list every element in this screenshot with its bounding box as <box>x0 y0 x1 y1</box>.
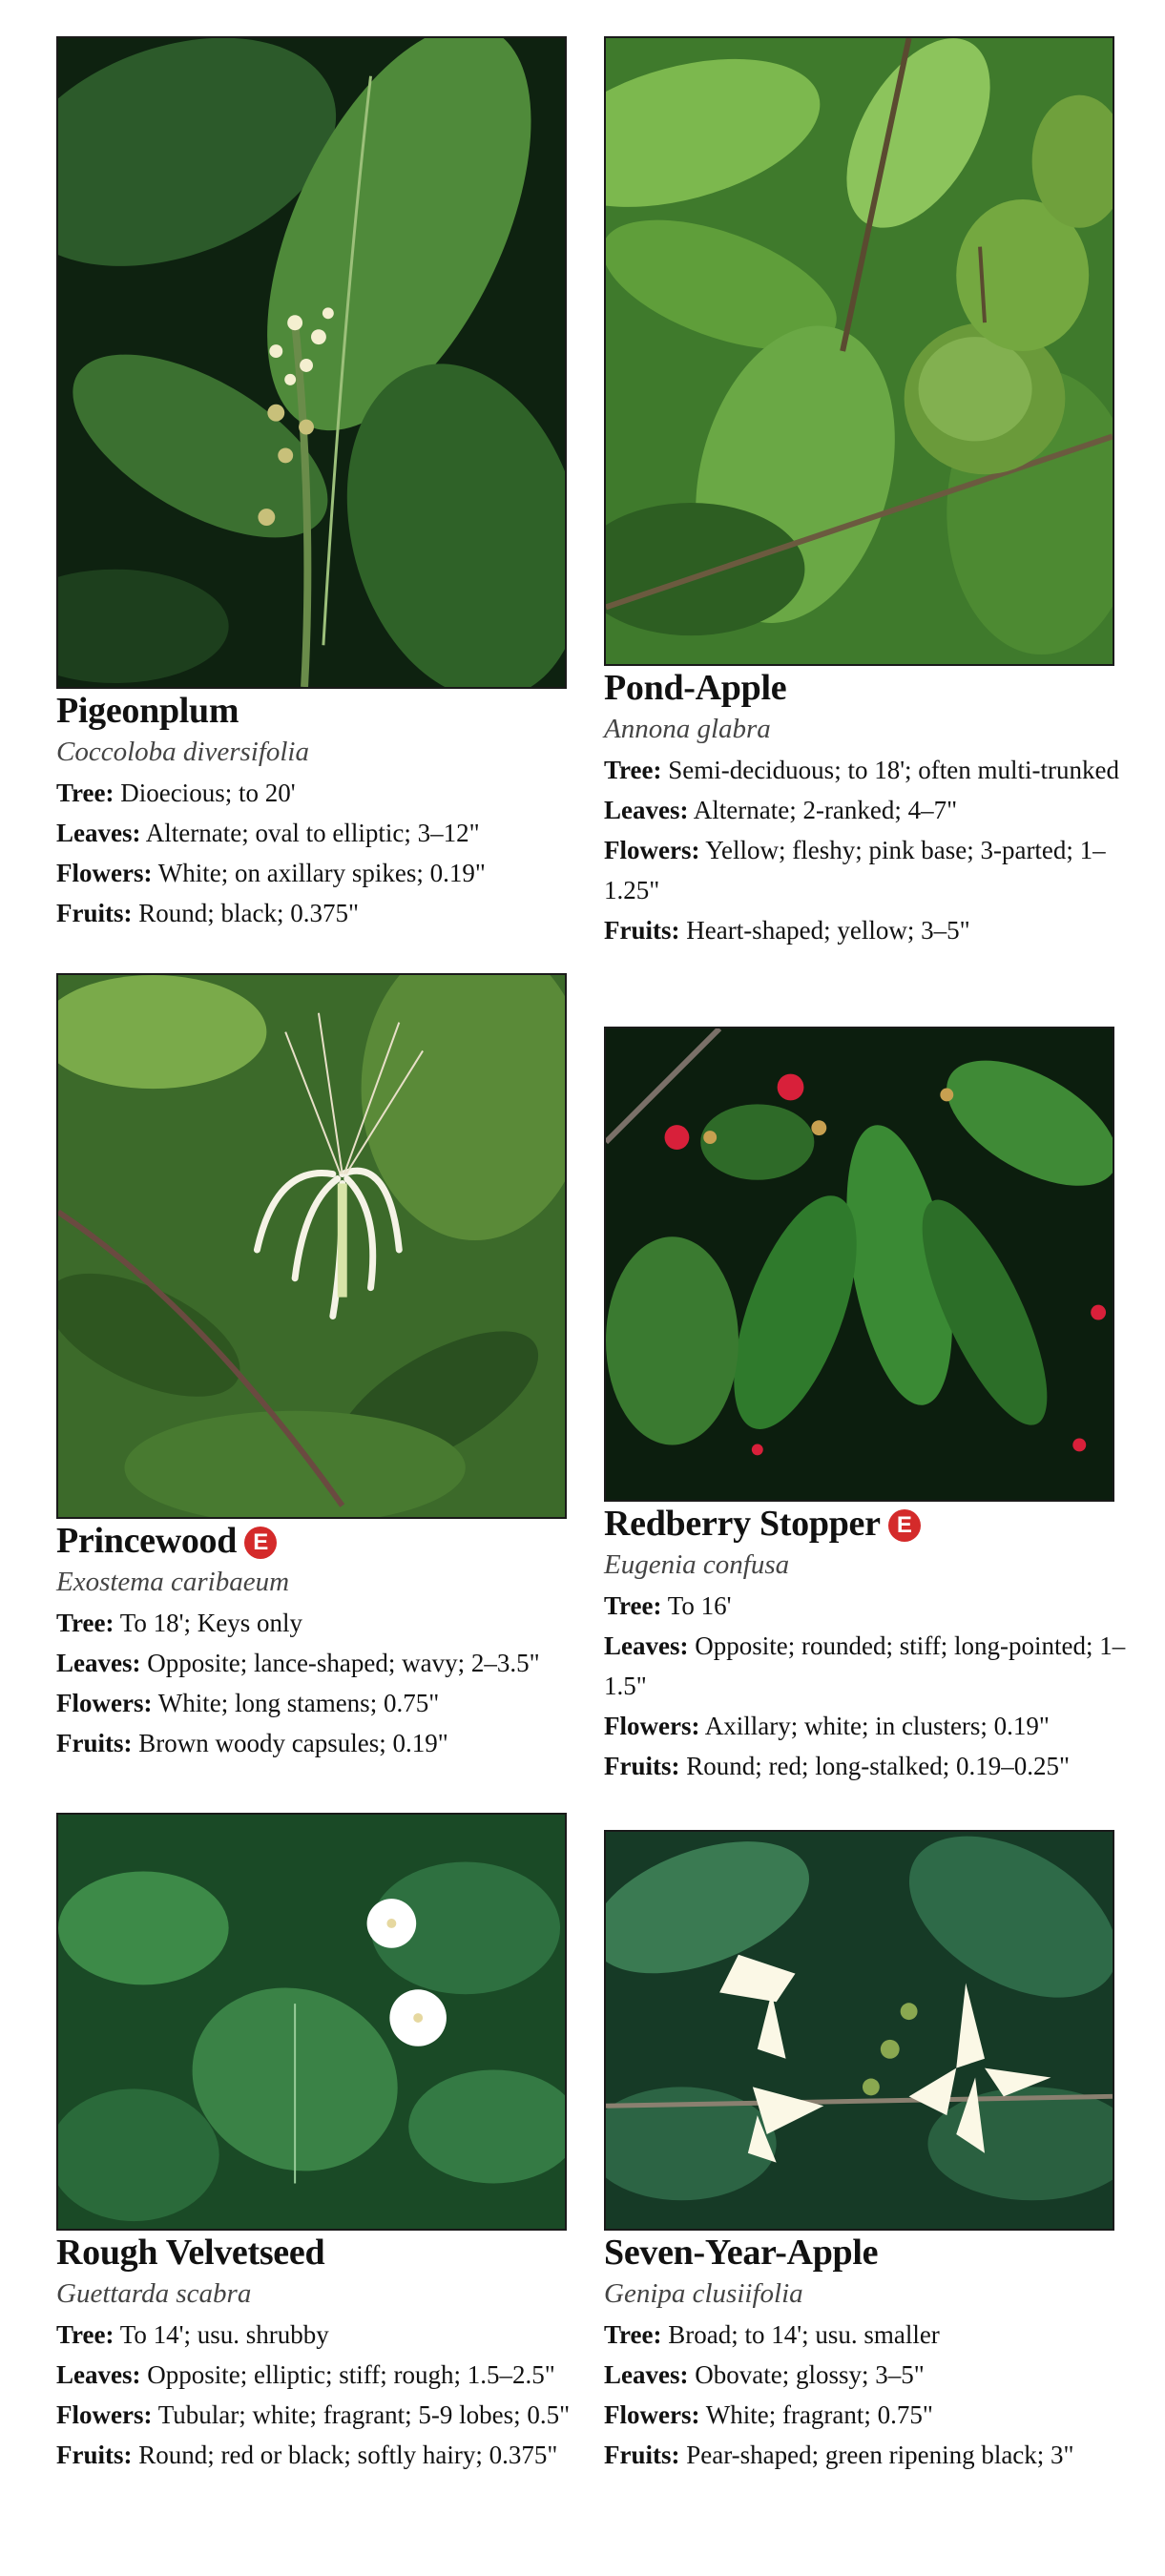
fact-fruits: Fruits: Round; red or black; softly hairy; 0.375" <box>56 2441 558 2469</box>
endemic-badge: E <box>244 1527 277 1559</box>
pigeonplum-photo <box>56 36 567 689</box>
species-name: Seven-Year-Apple <box>604 2233 879 2273</box>
fact-tree: Tree: To 18'; Keys only <box>56 1609 302 1637</box>
pond-apple-photo <box>604 36 1114 666</box>
fact-flowers: Flowers: White; long stamens; 0.75" <box>56 1689 440 1717</box>
princewood-text <box>56 1519 591 1763</box>
fact-fruits: Fruits: Brown woody capsules; 0.19" <box>56 1729 448 1757</box>
fact-tree: Tree: To 14'; usu. shrubby <box>56 2320 329 2349</box>
redberry-stopper-photo-icon <box>606 1028 1113 1500</box>
rough-velvetseed-photo-icon <box>58 1815 565 2229</box>
fact-leaves: Leaves: Alternate; 2-ranked; 4–7" <box>604 796 958 824</box>
species-name: Redberry Stopper E <box>604 1502 1138 1546</box>
redberry-stopper-photo <box>604 1027 1114 1502</box>
scientific-name: Guettarda scabra <box>56 2278 252 2309</box>
fact-leaves: Leaves: Obovate; glossy; 3–5" <box>604 2360 925 2389</box>
fact-tree: Tree: Dioecious; to 20' <box>56 779 296 807</box>
seven-year-apple-photo <box>604 1830 1114 2231</box>
princewood-photo-icon <box>58 975 565 1517</box>
species-name: Rough Velvetseed <box>56 2233 325 2273</box>
fact-leaves: Leaves: Opposite; lance-shaped; wavy; 2–3.5" <box>56 1649 540 1677</box>
rough-velvetseed-text <box>56 2231 591 2475</box>
scientific-name: Genipa clusiifolia <box>604 2278 803 2309</box>
fact-flowers: Flowers: Yellow; fleshy; pink base; 3-parted; 1–1.25" <box>604 836 1106 904</box>
scientific-name: Coccoloba diversifolia <box>56 737 309 767</box>
pond-apple-text <box>604 666 1138 950</box>
species-name: Pigeonplum <box>56 691 239 731</box>
fact-leaves: Leaves: Opposite; elliptic; stiff; rough; 1.5–2.5" <box>56 2360 555 2389</box>
fact-flowers: Flowers: White; on axillary spikes; 0.19" <box>56 859 486 887</box>
princewood-photo <box>56 973 567 1519</box>
fact-flowers: Flowers: Axillary; white; in clusters; 0.19" <box>604 1712 1050 1740</box>
fact-fruits: Fruits: Pear-shaped; green ripening black; 3" <box>604 2441 1074 2469</box>
pond-apple-photo-icon <box>606 38 1113 664</box>
fact-flowers: Flowers: Tubular; white; fragrant; 5-9 lobes; 0.5" <box>56 2400 571 2429</box>
endemic-badge: E <box>888 1509 921 1542</box>
species-name: Pond-Apple <box>604 668 787 708</box>
scientific-name: Annona glabra <box>604 714 771 744</box>
pigeonplum-text <box>56 689 591 933</box>
species-name: Princewood E <box>56 1519 591 1563</box>
redberry-stopper-text <box>604 1502 1138 1786</box>
fact-fruits: Fruits: Round; red; long-stalked; 0.19–0.25" <box>604 1752 1070 1780</box>
fact-leaves: Leaves: Alternate; oval to elliptic; 3–12" <box>56 819 480 847</box>
fact-leaves: Leaves: Opposite; rounded; stiff; long-pointed; 1–1.5" <box>604 1631 1126 1700</box>
fact-flowers: Flowers: White; fragrant; 0.75" <box>604 2400 933 2429</box>
fact-fruits: Fruits: Heart-shaped; yellow; 3–5" <box>604 916 970 945</box>
fact-tree: Tree: To 16' <box>604 1591 732 1620</box>
rough-velvetseed-photo <box>56 1813 567 2231</box>
seven-year-apple-photo-icon <box>606 1832 1113 2229</box>
scientific-name: Eugenia confusa <box>604 1549 790 1580</box>
fact-tree: Tree: Semi-deciduous; to 18'; often multi-trunked <box>604 756 1120 784</box>
fact-tree: Tree: Broad; to 14'; usu. smaller <box>604 2320 940 2349</box>
scientific-name: Exostema caribaeum <box>56 1567 290 1597</box>
fact-fruits: Fruits: Round; black; 0.375" <box>56 899 359 927</box>
seven-year-apple-text <box>604 2231 1138 2475</box>
pigeonplum-photo-icon <box>58 38 565 687</box>
